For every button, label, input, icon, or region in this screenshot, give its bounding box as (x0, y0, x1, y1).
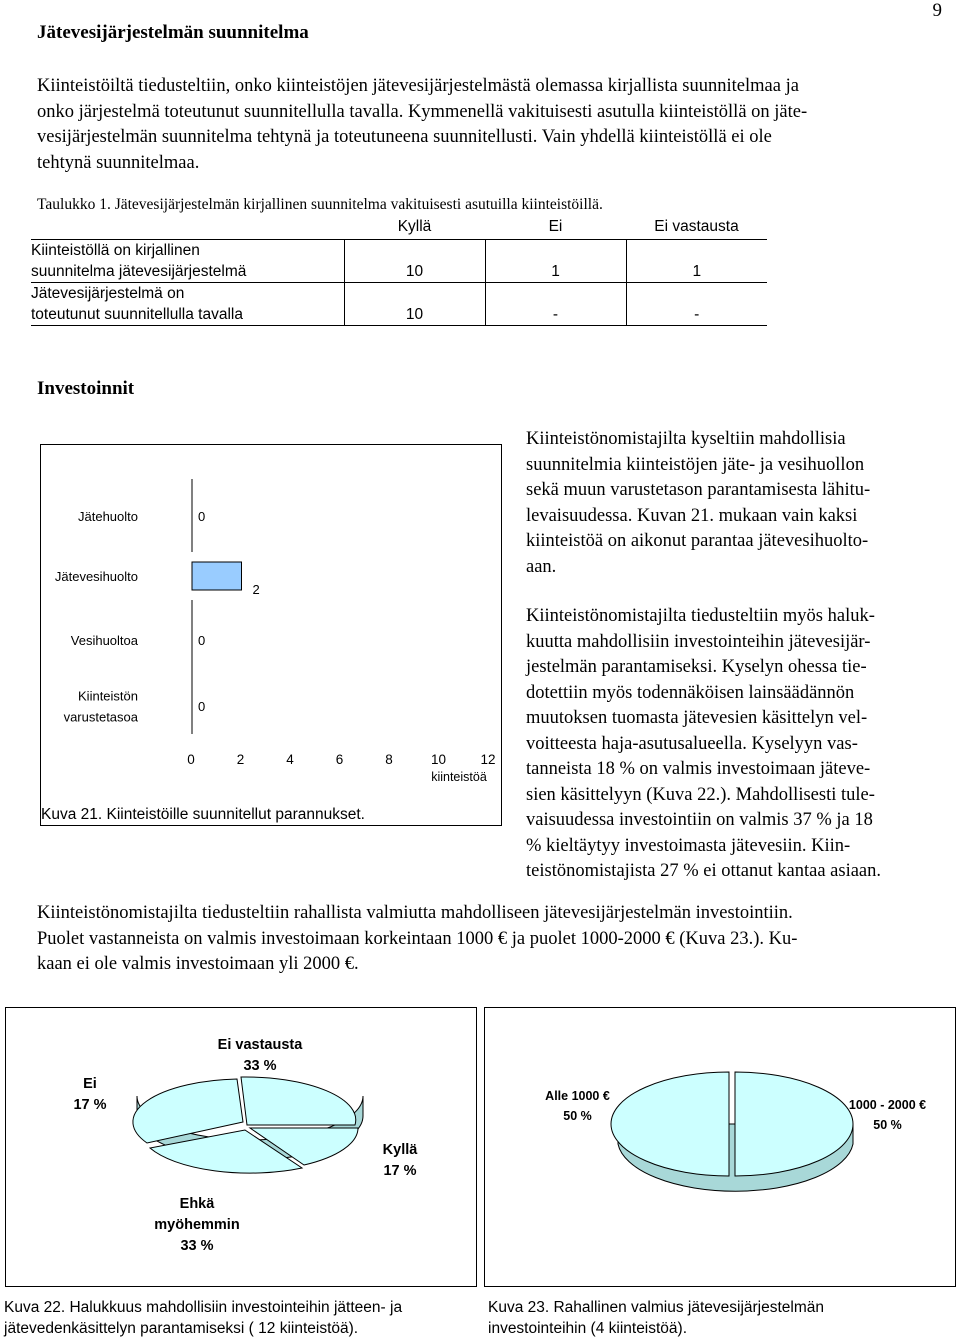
data-label: 0 (198, 699, 206, 714)
intro-line: Kiinteistöiltä tiedusteltiin, onko kiinteistöjen jätevesijärjestelmästä olemassa kirjallista suunnitelmaa ja (37, 76, 799, 96)
data-label: 0 (198, 509, 206, 524)
bottom-paragraph: Kiinteistönomistajilta tiedusteltiin rahallista valmiutta mahdolliseen jätevesijärjestelmän investointiin. Puolet vastanneista on valmis investoimaan korkeintaan 1000 € ja puolet 1000-2000 € (Kuva 23.). Ku- kaan ei ole valmis investoimaan yli 2000 €. (37, 903, 798, 974)
table-header: Kyllä (344, 215, 485, 239)
right-paragraph-1: Kiinteistönomistajilta kyseltiin mahdollisia suunnitelmia kiinteistöjen jäte- ja vesihuollon sekä muun varustetason parantamisesta lähitu- levaisuudessa. Kuvan 21. mukaan vain kaksi kiinteistöä on aikonut parantaa jätevesihuolto- aan. (526, 429, 871, 577)
pie-label-1000-2000: 1000 - 2000 € 50 % (848, 1098, 927, 1132)
category-label: varustetasoa (63, 709, 138, 725)
tick-label: 8 (385, 752, 393, 767)
bar-chart (40, 444, 502, 804)
figure-23-caption: Kuva 23. Rahallinen valmius jätevesijärjestelmän investointeihin (4 kiinteistöä). (488, 1299, 825, 1337)
table-caption: Taulukko 1. Jätevesijärjestelmän kirjallinen suunnitelma vakituisesti asutuilla kiinteistöillä. (37, 196, 603, 213)
pie-label-kylla: Kyllä 17 % (382, 1142, 418, 1179)
table-header: Ei (485, 215, 626, 239)
figure-caption: Kuva 21. Kiinteistöille suunnitellut parannukset. (41, 806, 365, 823)
section-heading: Investoinnit (37, 378, 135, 399)
category-label: Jätehuolto (78, 509, 138, 524)
page-number: 9 (932, 0, 942, 21)
tick-label: 2 (236, 752, 245, 767)
pie-label-ei-vastausta: Ei vastausta 33 % (217, 1037, 303, 1074)
table-cell: 10 (344, 282, 485, 325)
pie-slice-ei-vastausta (241, 1077, 356, 1125)
data-label: 0 (198, 633, 206, 648)
table-row (31, 282, 767, 325)
table-cell: 1 (485, 239, 626, 282)
intro-line: vesijärjestelmän suunnitelma tehtynä ja toteutuneena suunnitellusti. Vain yhdellä kiinteistöllä ei ole (37, 127, 772, 147)
intro-line: tehtynä suunnitelmaa. (37, 152, 200, 173)
pie-label-alle-1000: Alle 1000 € 50 % (545, 1089, 610, 1123)
table-cell: - (626, 282, 767, 325)
pie-label-ei: Ei 17 % (73, 1076, 107, 1113)
table-row (31, 239, 767, 282)
right-paragraph-2: Kiinteistönomistajilta tiedusteltiin myös haluk- kuutta mahdollisiin investointeihin jätevesijär- jestelmän parantamiseksi. Kyselyn ohessa tie- dotettiin myös todennäköisen lainsäädännön muutoksen tuomasta jätevesien käsittelyn vel- voitteesta haja-asutusalueella. Kyselyyn vas- tanneista 18 % on valmis investoimaan jäteve- sien käsittelyyn (Kuva 22.). Mahdollisesti tule- vaisuudessa investointiin on valmis 37 % ja 18 % kieltäytyy investoimasta jätevesiin. Kiin- teistönomistajista 27 % ei ottanut kantaa asiaan. (526, 606, 882, 881)
tick-label: 6 (335, 752, 344, 767)
row-label: Kiinteistöllä on kirjallinen suunnitelma jätevesijärjestelmä (31, 239, 344, 282)
page-title: Jätevesijärjestelmän suunnitelma (37, 22, 309, 43)
pie-label-ehka-myohemmin: Ehkä myöhemmin 33 % (154, 1196, 240, 1254)
tick-label: 4 (286, 752, 294, 767)
tick-label: 10 (430, 752, 447, 767)
data-label: 2 (252, 582, 260, 597)
figure-22-caption: Kuva 22. Halukkuus mahdollisiin investointeihin jätteen- ja jätevedenkäsittelyn parantamiseksi ( 12 kiinteistöä). (4, 1299, 403, 1337)
table-header: Ei vastausta (626, 215, 767, 239)
category-label: Kiinteistön (78, 688, 138, 704)
category-label: Jätevesihuolto (54, 569, 138, 584)
pie-chart-23 (484, 1007, 956, 1287)
tick-label: 12 (480, 752, 496, 767)
x-axis-label: kiinteistöä (431, 770, 487, 784)
table-header-row (31, 215, 767, 239)
table-cell: 10 (344, 239, 485, 282)
bar (192, 562, 242, 590)
row-label: Jätevesijärjestelmä on toteutunut suunnitellulla tavalla (31, 282, 344, 325)
category-label: Vesihuoltoa (70, 633, 138, 648)
tick-label: 0 (187, 752, 195, 767)
table-cell: 1 (626, 239, 767, 282)
intro-paragraph (37, 74, 937, 176)
survey-table (31, 215, 767, 326)
table-cell: - (485, 282, 626, 325)
intro-line: onko järjestelmä toteutunut suunnitellulla tavalla. Kymmenellä vakituisesti asutulla kiinteistöllä on jäte- (37, 101, 808, 122)
